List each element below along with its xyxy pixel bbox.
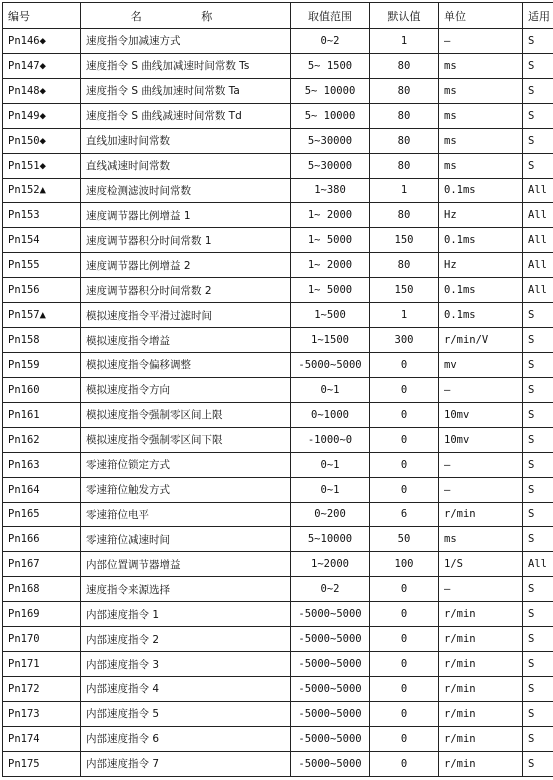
cell-apply: S xyxy=(523,452,553,477)
cell-name: 速度指令 S 曲线加速时间常数 Ta xyxy=(81,78,291,103)
cell-code: Pn166 xyxy=(3,527,81,552)
cell-range: 5~ 10000 xyxy=(291,78,370,103)
cell-unit: – xyxy=(439,377,523,402)
cell-default: 0 xyxy=(370,452,439,477)
header-range: 取值范围 xyxy=(291,3,370,29)
cell-code: Pn147◆ xyxy=(3,53,81,78)
cell-unit: r/min xyxy=(439,726,523,751)
cell-range: -5000~5000 xyxy=(291,726,370,751)
cell-unit: – xyxy=(439,452,523,477)
cell-range: 5~10000 xyxy=(291,527,370,552)
cell-code: Pn165 xyxy=(3,502,81,527)
cell-range: 1~380 xyxy=(291,178,370,203)
cell-name: 零速箝位电平 xyxy=(81,502,291,527)
header-default: 默认值 xyxy=(370,3,439,29)
cell-range: -5000~5000 xyxy=(291,701,370,726)
cell-code: Pn146◆ xyxy=(3,29,81,54)
cell-code: Pn160 xyxy=(3,377,81,402)
header-code: 编号 xyxy=(3,3,81,29)
cell-default: 6 xyxy=(370,502,439,527)
cell-name: 内部速度指令 3 xyxy=(81,652,291,677)
cell-range: -5000~5000 xyxy=(291,352,370,377)
cell-default: 1 xyxy=(370,178,439,203)
cell-unit: ms xyxy=(439,53,523,78)
cell-default: 0 xyxy=(370,701,439,726)
cell-default: 80 xyxy=(370,203,439,228)
cell-range: 0~2 xyxy=(291,577,370,602)
cell-range: -5000~5000 xyxy=(291,751,370,776)
cell-code: Pn162 xyxy=(3,427,81,452)
cell-unit: r/min xyxy=(439,701,523,726)
cell-default: 80 xyxy=(370,253,439,278)
cell-default: 100 xyxy=(370,552,439,577)
table-row xyxy=(3,627,553,652)
cell-name: 直线加速时间常数 xyxy=(81,128,291,153)
cell-default: 0 xyxy=(370,377,439,402)
cell-default: 0 xyxy=(370,577,439,602)
cell-apply: S xyxy=(523,29,553,54)
cell-code: Pn168 xyxy=(3,577,81,602)
cell-default: 80 xyxy=(370,78,439,103)
cell-apply: All xyxy=(523,228,553,253)
table-row xyxy=(3,78,553,103)
cell-default: 0 xyxy=(370,652,439,677)
cell-default: 1 xyxy=(370,303,439,328)
cell-apply: S xyxy=(523,328,553,353)
cell-code: Pn163 xyxy=(3,452,81,477)
header-name: 名 称 xyxy=(81,3,291,29)
cell-name: 内部速度指令 1 xyxy=(81,602,291,627)
cell-apply: S xyxy=(523,627,553,652)
table-row xyxy=(3,29,553,54)
cell-name: 模拟速度指令增益 xyxy=(81,328,291,353)
cell-name: 模拟速度指令偏移调整 xyxy=(81,352,291,377)
cell-default: 50 xyxy=(370,527,439,552)
cell-code: Pn156 xyxy=(3,278,81,303)
cell-apply: S xyxy=(523,128,553,153)
cell-code: Pn167 xyxy=(3,552,81,577)
cell-range: 1~ 5000 xyxy=(291,278,370,303)
cell-code: Pn152▲ xyxy=(3,178,81,203)
cell-unit: Hz xyxy=(439,203,523,228)
cell-range: 5~30000 xyxy=(291,128,370,153)
cell-unit: – xyxy=(439,477,523,502)
table-row xyxy=(3,452,553,477)
cell-name: 内部速度指令 5 xyxy=(81,701,291,726)
cell-unit: 10mv xyxy=(439,427,523,452)
cell-name: 内部速度指令 2 xyxy=(81,627,291,652)
table-row xyxy=(3,377,553,402)
cell-code: Pn169 xyxy=(3,602,81,627)
cell-name: 速度调节器积分时间常数 1 xyxy=(81,228,291,253)
cell-code: Pn173 xyxy=(3,701,81,726)
table-row xyxy=(3,726,553,751)
cell-unit: r/min xyxy=(439,652,523,677)
table-row xyxy=(3,153,553,178)
cell-name: 零速箝位触发方式 xyxy=(81,477,291,502)
cell-range: 5~ 1500 xyxy=(291,53,370,78)
cell-name: 直线减速时间常数 xyxy=(81,153,291,178)
table-row xyxy=(3,278,553,303)
cell-apply: All xyxy=(523,203,553,228)
cell-name: 模拟速度指令强制零区间下限 xyxy=(81,427,291,452)
table-row xyxy=(3,253,553,278)
cell-code: Pn149◆ xyxy=(3,103,81,128)
cell-range: -5000~5000 xyxy=(291,652,370,677)
cell-range: -5000~5000 xyxy=(291,602,370,627)
cell-unit: mv xyxy=(439,352,523,377)
cell-apply: S xyxy=(523,676,553,701)
cell-apply: All xyxy=(523,178,553,203)
cell-apply: S xyxy=(523,53,553,78)
cell-unit: – xyxy=(439,29,523,54)
cell-code: Pn151◆ xyxy=(3,153,81,178)
cell-default: 0 xyxy=(370,726,439,751)
cell-range: -5000~5000 xyxy=(291,627,370,652)
cell-apply: All xyxy=(523,253,553,278)
cell-unit: 1/S xyxy=(439,552,523,577)
cell-code: Pn161 xyxy=(3,402,81,427)
cell-unit: r/min xyxy=(439,751,523,776)
cell-name: 速度指令来源选择 xyxy=(81,577,291,602)
cell-code: Pn154 xyxy=(3,228,81,253)
cell-name: 零速箝位减速时间 xyxy=(81,527,291,552)
cell-apply: S xyxy=(523,701,553,726)
header-unit: 单位 xyxy=(439,3,523,29)
cell-code: Pn157▲ xyxy=(3,303,81,328)
cell-code: Pn175 xyxy=(3,751,81,776)
cell-name: 速度调节器积分时间常数 2 xyxy=(81,278,291,303)
table-row xyxy=(3,751,553,776)
cell-code: Pn164 xyxy=(3,477,81,502)
cell-apply: S xyxy=(523,78,553,103)
cell-default: 80 xyxy=(370,128,439,153)
cell-default: 80 xyxy=(370,103,439,128)
cell-name: 内部速度指令 7 xyxy=(81,751,291,776)
cell-name: 速度指令 S 曲线加减速时间常数 Ts xyxy=(81,53,291,78)
cell-unit: Hz xyxy=(439,253,523,278)
cell-apply: S xyxy=(523,577,553,602)
table-header-row xyxy=(3,3,553,29)
cell-apply: All xyxy=(523,552,553,577)
cell-range: 5~30000 xyxy=(291,153,370,178)
cell-default: 0 xyxy=(370,402,439,427)
cell-unit: 0.1ms xyxy=(439,228,523,253)
cell-apply: S xyxy=(523,477,553,502)
table-row xyxy=(3,427,553,452)
cell-apply: S xyxy=(523,726,553,751)
table-row xyxy=(3,178,553,203)
cell-name: 速度调节器比例增益 2 xyxy=(81,253,291,278)
cell-default: 150 xyxy=(370,228,439,253)
table-row xyxy=(3,203,553,228)
cell-range: 0~1 xyxy=(291,477,370,502)
cell-range: 1~ 5000 xyxy=(291,228,370,253)
cell-apply: S xyxy=(523,427,553,452)
cell-unit: ms xyxy=(439,128,523,153)
cell-apply: All xyxy=(523,278,553,303)
cell-apply: S xyxy=(523,602,553,627)
cell-range: -1000~0 xyxy=(291,427,370,452)
cell-range: 0~2 xyxy=(291,29,370,54)
cell-default: 300 xyxy=(370,328,439,353)
table-row xyxy=(3,328,553,353)
cell-default: 0 xyxy=(370,676,439,701)
cell-code: Pn158 xyxy=(3,328,81,353)
table-row xyxy=(3,652,553,677)
cell-default: 150 xyxy=(370,278,439,303)
table-row xyxy=(3,701,553,726)
cell-unit: ms xyxy=(439,103,523,128)
cell-range: 1~500 xyxy=(291,303,370,328)
table-body xyxy=(3,29,553,777)
cell-name: 速度检测滤波时间常数 xyxy=(81,178,291,203)
cell-unit: r/min xyxy=(439,627,523,652)
cell-unit: ms xyxy=(439,153,523,178)
cell-apply: S xyxy=(523,153,553,178)
cell-unit: 0.1ms xyxy=(439,178,523,203)
cell-code: Pn174 xyxy=(3,726,81,751)
table-row xyxy=(3,602,553,627)
cell-code: Pn170 xyxy=(3,627,81,652)
cell-range: 0~1 xyxy=(291,452,370,477)
cell-name: 模拟速度指令平滑过滤时间 xyxy=(81,303,291,328)
table-row xyxy=(3,552,553,577)
cell-default: 0 xyxy=(370,352,439,377)
cell-range: 1~ 2000 xyxy=(291,253,370,278)
table-row xyxy=(3,676,553,701)
cell-unit: – xyxy=(439,577,523,602)
cell-range: 1~2000 xyxy=(291,552,370,577)
cell-name: 内部位置调节器增益 xyxy=(81,552,291,577)
cell-unit: r/min xyxy=(439,502,523,527)
cell-unit: ms xyxy=(439,78,523,103)
cell-range: 1~1500 xyxy=(291,328,370,353)
cell-name: 速度调节器比例增益 1 xyxy=(81,203,291,228)
cell-name: 模拟速度指令强制零区间上限 xyxy=(81,402,291,427)
cell-unit: 10mv xyxy=(439,402,523,427)
table-row xyxy=(3,402,553,427)
cell-unit: 0.1ms xyxy=(439,278,523,303)
cell-default: 0 xyxy=(370,602,439,627)
cell-range: -5000~5000 xyxy=(291,676,370,701)
cell-default: 0 xyxy=(370,427,439,452)
cell-apply: S xyxy=(523,352,553,377)
table-row xyxy=(3,502,553,527)
table-row xyxy=(3,527,553,552)
cell-apply: S xyxy=(523,751,553,776)
cell-apply: S xyxy=(523,377,553,402)
cell-name: 速度指令加减速方式 xyxy=(81,29,291,54)
cell-name: 内部速度指令 4 xyxy=(81,676,291,701)
cell-unit: ms xyxy=(439,527,523,552)
cell-range: 0~1 xyxy=(291,377,370,402)
cell-code: Pn172 xyxy=(3,676,81,701)
cell-unit: r/min/V xyxy=(439,328,523,353)
cell-range: 0~200 xyxy=(291,502,370,527)
cell-apply: S xyxy=(523,502,553,527)
cell-default: 0 xyxy=(370,751,439,776)
table-row xyxy=(3,228,553,253)
parameter-table xyxy=(2,2,553,777)
cell-code: Pn155 xyxy=(3,253,81,278)
table-row xyxy=(3,53,553,78)
cell-default: 1 xyxy=(370,29,439,54)
cell-apply: S xyxy=(523,652,553,677)
cell-default: 80 xyxy=(370,153,439,178)
table-row xyxy=(3,352,553,377)
table-row xyxy=(3,577,553,602)
cell-unit: r/min xyxy=(439,676,523,701)
cell-unit: r/min xyxy=(439,602,523,627)
cell-apply: S xyxy=(523,527,553,552)
cell-code: Pn150◆ xyxy=(3,128,81,153)
cell-name: 零速箝位锁定方式 xyxy=(81,452,291,477)
cell-range: 5~ 10000 xyxy=(291,103,370,128)
cell-name: 速度指令 S 曲线减速时间常数 Td xyxy=(81,103,291,128)
cell-apply: S xyxy=(523,303,553,328)
cell-code: Pn148◆ xyxy=(3,78,81,103)
cell-name: 模拟速度指令方向 xyxy=(81,377,291,402)
cell-default: 0 xyxy=(370,477,439,502)
cell-apply: S xyxy=(523,402,553,427)
cell-apply: S xyxy=(523,103,553,128)
header-apply: 适用 xyxy=(523,3,553,29)
table-row xyxy=(3,303,553,328)
table-row xyxy=(3,128,553,153)
cell-default: 80 xyxy=(370,53,439,78)
table-row xyxy=(3,477,553,502)
cell-name: 内部速度指令 6 xyxy=(81,726,291,751)
cell-range: 1~ 2000 xyxy=(291,203,370,228)
cell-range: 0~1000 xyxy=(291,402,370,427)
cell-default: 0 xyxy=(370,627,439,652)
cell-code: Pn153 xyxy=(3,203,81,228)
cell-unit: 0.1ms xyxy=(439,303,523,328)
cell-code: Pn159 xyxy=(3,352,81,377)
table-row xyxy=(3,103,553,128)
cell-code: Pn171 xyxy=(3,652,81,677)
